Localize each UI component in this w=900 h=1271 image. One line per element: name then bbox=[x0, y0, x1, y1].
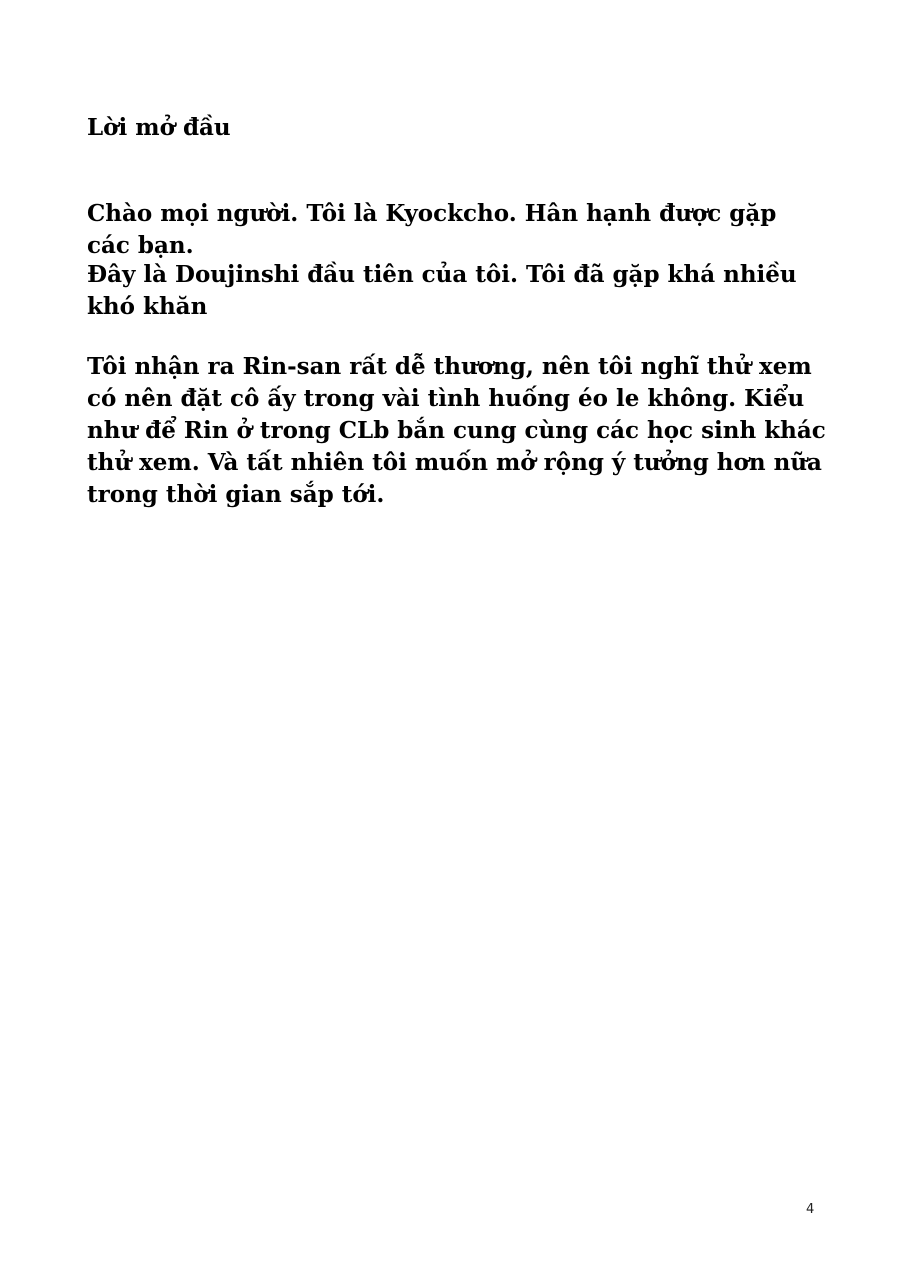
page-heading: Lời mở đầu bbox=[87, 114, 231, 141]
paragraph-greeting: Chào mọi người. Tôi là Kyockcho. Hân hạnh được gặp các bạn. bbox=[87, 200, 777, 259]
paragraph-first-doujinshi: Đây là Doujinshi đầu tiên của tôi. Tôi đã gặp khá nhiều khó khăn bbox=[87, 261, 797, 320]
paragraph-idea: Tôi nhận ra Rin-san rất dễ thương, nên tôi nghĩ thử xem có nên đặt cô ấy trong vài tình huống éo le không. Kiểu như để Rin ở trong CLb bắn cung cùng các học sinh khác thử xem. Và tất nhiên tôi muốn mở rộng ý tưởng hơn nữa trong thời gian sắp tới. bbox=[87, 353, 826, 508]
page-number: 4 bbox=[806, 1202, 815, 1217]
